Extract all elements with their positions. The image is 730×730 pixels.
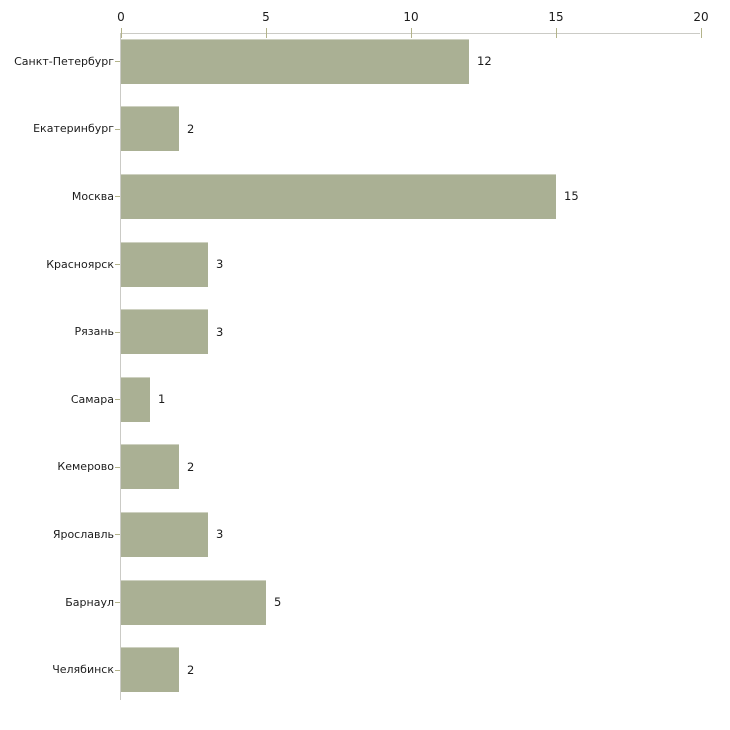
y-axis-tick <box>115 399 120 400</box>
category-label: Ярославль <box>52 527 114 541</box>
y-axis-tick <box>115 534 120 535</box>
category-label: Санкт-Петербург <box>14 54 114 68</box>
category-label: Рязань <box>74 325 114 339</box>
plot-area <box>14 10 709 700</box>
value-label: 12 <box>477 54 492 69</box>
bar <box>121 174 556 219</box>
y-axis-tick <box>115 129 120 130</box>
value-label: 2 <box>187 662 195 677</box>
bar <box>121 39 469 84</box>
y-axis-tick <box>115 196 120 197</box>
value-label: 2 <box>187 121 195 136</box>
x-axis-tick <box>411 28 412 38</box>
value-label: 3 <box>216 257 224 271</box>
category-label: Кемерово <box>57 460 114 474</box>
value-label: 3 <box>216 324 224 339</box>
category-label: Челябинск <box>52 663 114 677</box>
value-label: 2 <box>187 459 195 474</box>
y-axis-tick <box>115 670 120 671</box>
bar <box>121 444 179 489</box>
y-axis-tick <box>115 332 120 333</box>
bar <box>121 309 208 354</box>
category-label: Самара <box>70 392 114 406</box>
bar <box>121 647 179 692</box>
category-label: Красноярск <box>46 257 114 271</box>
bar <box>121 242 208 287</box>
x-axis-tick <box>556 28 557 38</box>
category-label: Москва <box>71 189 114 203</box>
x-axis-tick-label: 20 <box>693 10 709 24</box>
y-axis-tick <box>115 602 120 603</box>
bar <box>121 377 150 422</box>
category-label: Барнаул <box>65 595 114 609</box>
bar <box>121 106 179 151</box>
y-axis-tick <box>115 467 120 468</box>
value-label: 5 <box>274 595 282 609</box>
bar <box>121 512 208 557</box>
value-label: 15 <box>564 189 579 204</box>
x-axis-tick <box>266 28 267 38</box>
category-label: Екатеринбург <box>33 122 114 136</box>
bar <box>121 580 266 625</box>
x-axis-tick-label: 15 <box>548 10 564 24</box>
value-label: 1 <box>158 392 166 407</box>
x-axis-tick <box>701 28 702 38</box>
y-axis-tick <box>115 264 120 265</box>
value-label: 3 <box>216 527 224 542</box>
x-axis-tick <box>121 28 122 38</box>
y-axis-tick <box>115 61 120 62</box>
x-axis-tick-label: 10 <box>403 10 419 24</box>
x-axis-tick-label: 0 <box>117 10 125 24</box>
x-axis-tick-label: 5 <box>262 10 270 24</box>
